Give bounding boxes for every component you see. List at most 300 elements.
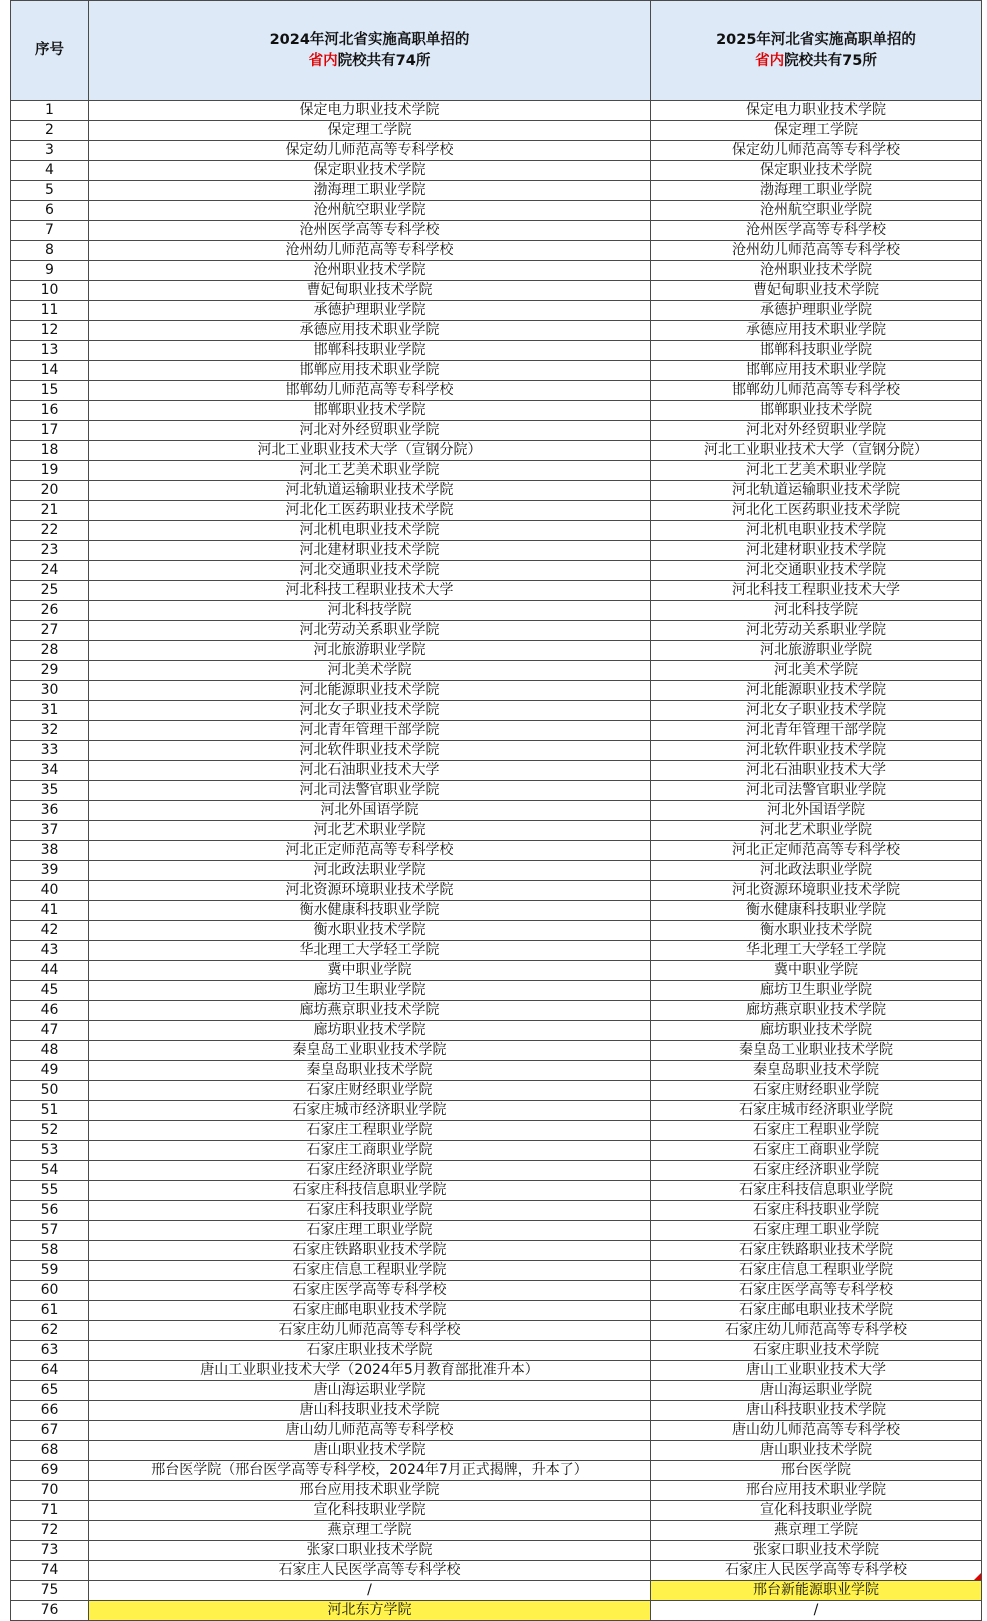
- header-index: 序号: [11, 1, 89, 101]
- table-row: [11, 241, 982, 261]
- school-2024-cell: 廊坊卫生职业学院: [89, 981, 651, 1001]
- school-2024-cell: 承德护理职业学院: [89, 301, 651, 321]
- school-2024-cell: 唐山科技职业技术学院: [89, 1401, 651, 1421]
- table-row: [11, 601, 982, 621]
- school-2025-cell: 衡水职业技术学院: [651, 921, 982, 941]
- table-row: [11, 441, 982, 461]
- row-index-cell: 6: [11, 201, 89, 221]
- table-row: [11, 821, 982, 841]
- table-row: [11, 781, 982, 801]
- row-index-cell: 34: [11, 761, 89, 781]
- table-row: [11, 561, 982, 581]
- school-2024-cell: 石家庄科技信息职业学院: [89, 1181, 651, 1201]
- table-row: [11, 961, 982, 981]
- school-2024-cell: 秦皇岛职业技术学院: [89, 1061, 651, 1081]
- row-index-cell: 54: [11, 1161, 89, 1181]
- row-index-cell: 20: [11, 481, 89, 501]
- school-2024-cell: 承德应用技术职业学院: [89, 321, 651, 341]
- school-2024-cell: 石家庄医学高等专科学校: [89, 1281, 651, 1301]
- table-row: [11, 1601, 982, 1621]
- row-index-cell: 10: [11, 281, 89, 301]
- table-row: [11, 1181, 982, 1201]
- school-2024-cell: 河北科技学院: [89, 601, 651, 621]
- row-index-cell: 28: [11, 641, 89, 661]
- row-index-cell: 43: [11, 941, 89, 961]
- table-row: [11, 1481, 982, 1501]
- row-index-cell: 52: [11, 1121, 89, 1141]
- table-row: [11, 741, 982, 761]
- row-index-cell: 40: [11, 881, 89, 901]
- table-row: [11, 1441, 982, 1461]
- table-row: [11, 521, 982, 541]
- school-2025-cell: 河北软件职业技术学院: [651, 741, 982, 761]
- school-2025-cell: 廊坊卫生职业学院: [651, 981, 982, 1001]
- school-2024-cell: 石家庄城市经济职业学院: [89, 1101, 651, 1121]
- school-2025-cell: 石家庄理工职业学院: [651, 1221, 982, 1241]
- school-2024-cell: 石家庄铁路职业技术学院: [89, 1241, 651, 1261]
- row-index-cell: 2: [11, 121, 89, 141]
- row-index-cell: 12: [11, 321, 89, 341]
- header-2024: [89, 1, 651, 101]
- row-index-cell: 1: [11, 101, 89, 121]
- table-row: [11, 1261, 982, 1281]
- header-2024-line2: [90, 51, 649, 72]
- table-row: [11, 141, 982, 161]
- table-row: [11, 901, 982, 921]
- school-2024-cell: 衡水职业技术学院: [89, 921, 651, 941]
- row-index-cell: 68: [11, 1441, 89, 1461]
- school-2024-cell: 河北交通职业技术学院: [89, 561, 651, 581]
- row-index-cell: 37: [11, 821, 89, 841]
- row-index-cell: 69: [11, 1461, 89, 1481]
- row-index-cell: 73: [11, 1541, 89, 1561]
- school-2024-cell: 唐山幼儿师范高等专科学校: [89, 1421, 651, 1441]
- school-2025-cell: 唐山职业技术学院: [651, 1441, 982, 1461]
- row-index-cell: 62: [11, 1321, 89, 1341]
- row-index-cell: 67: [11, 1421, 89, 1441]
- row-index-cell: 63: [11, 1341, 89, 1361]
- row-index-cell: 64: [11, 1361, 89, 1381]
- table-row: [11, 861, 982, 881]
- school-2024-cell: 沧州航空职业学院: [89, 201, 651, 221]
- row-index-cell: 17: [11, 421, 89, 441]
- row-index-cell: 21: [11, 501, 89, 521]
- school-2025-cell: 石家庄职业技术学院: [651, 1341, 982, 1361]
- table-row: [11, 221, 982, 241]
- table-row: [11, 661, 982, 681]
- row-index-cell: 7: [11, 221, 89, 241]
- school-2025-cell: 河北对外经贸职业学院: [651, 421, 982, 441]
- table-row: [11, 1061, 982, 1081]
- row-index-cell: 27: [11, 621, 89, 641]
- school-2024-cell: 沧州职业技术学院: [89, 261, 651, 281]
- school-2025-cell: 沧州职业技术学院: [651, 261, 982, 281]
- school-table-container: [10, 0, 981, 1621]
- school-2025-cell: 河北化工医药职业技术学院: [651, 501, 982, 521]
- row-index-cell: 38: [11, 841, 89, 861]
- table-row: [11, 1161, 982, 1181]
- row-index-cell: 16: [11, 401, 89, 421]
- school-2025-cell: 保定幼儿师范高等专科学校: [651, 141, 982, 161]
- table-row: [11, 1561, 982, 1581]
- table-row: [11, 1081, 982, 1101]
- table-row: [11, 681, 982, 701]
- row-index-cell: 56: [11, 1201, 89, 1221]
- school-2024-cell: 邯郸职业技术学院: [89, 401, 651, 421]
- row-index-cell: 35: [11, 781, 89, 801]
- school-2024-cell: 河北能源职业技术学院: [89, 681, 651, 701]
- school-2024-cell: 石家庄人民医学高等专科学校: [89, 1561, 651, 1581]
- school-2024-cell: 衡水健康科技职业学院: [89, 901, 651, 921]
- row-index-cell: 24: [11, 561, 89, 581]
- row-index-cell: 22: [11, 521, 89, 541]
- school-2025-cell: 沧州幼儿师范高等专科学校: [651, 241, 982, 261]
- school-2025-cell: 河北司法警官职业学院: [651, 781, 982, 801]
- row-index-cell: 72: [11, 1521, 89, 1541]
- table-row: [11, 721, 982, 741]
- school-2025-cell: 河北劳动关系职业学院: [651, 621, 982, 641]
- school-2025-cell: 河北政法职业学院: [651, 861, 982, 881]
- row-index-cell: 39: [11, 861, 89, 881]
- table-row: [11, 341, 982, 361]
- school-2024-cell: 河北美术学院: [89, 661, 651, 681]
- school-2024-cell: 石家庄工程职业学院: [89, 1121, 651, 1141]
- school-2024-cell: 华北理工大学轻工学院: [89, 941, 651, 961]
- school-2025-cell: 石家庄经济职业学院: [651, 1161, 982, 1181]
- row-index-cell: 19: [11, 461, 89, 481]
- table-row: [11, 461, 982, 481]
- school-2024-cell: 张家口职业技术学院: [89, 1541, 651, 1561]
- table-row: [11, 1401, 982, 1421]
- table-row: [11, 101, 982, 121]
- school-2025-cell: 衡水健康科技职业学院: [651, 901, 982, 921]
- school-2025-cell: 石家庄财经职业学院: [651, 1081, 982, 1101]
- school-2024-cell: 唐山海运职业学院: [89, 1381, 651, 1401]
- row-index-cell: 58: [11, 1241, 89, 1261]
- table-row: [11, 181, 982, 201]
- row-index-cell: 61: [11, 1301, 89, 1321]
- school-2025-cell: 石家庄城市经济职业学院: [651, 1101, 982, 1121]
- school-2025-cell: 廊坊燕京职业技术学院: [651, 1001, 982, 1021]
- school-2025-cell: 保定电力职业技术学院: [651, 101, 982, 121]
- school-2025-cell: 河北青年管理干部学院: [651, 721, 982, 741]
- table-row: [11, 1101, 982, 1121]
- row-index-cell: 5: [11, 181, 89, 201]
- school-2025-cell: 保定理工学院: [651, 121, 982, 141]
- school-2024-cell: 河北软件职业技术学院: [89, 741, 651, 761]
- school-2025-cell: 河北科技工程职业技术大学: [651, 581, 982, 601]
- row-index-cell: 48: [11, 1041, 89, 1061]
- row-index-cell: 65: [11, 1381, 89, 1401]
- school-2024-cell: 河北资源环境职业技术学院: [89, 881, 651, 901]
- school-2024-cell: 石家庄经济职业学院: [89, 1161, 651, 1181]
- school-2025-cell: 河北建材职业技术学院: [651, 541, 982, 561]
- school-2025-cell: 张家口职业技术学院: [651, 1541, 982, 1561]
- school-2025-cell: 石家庄人民医学高等专科学校: [651, 1561, 982, 1581]
- table-header-row: [11, 1, 982, 101]
- table-row: [11, 581, 982, 601]
- table-row: [11, 921, 982, 941]
- table-row: [11, 361, 982, 381]
- school-2025-cell: 唐山海运职业学院: [651, 1381, 982, 1401]
- header-2024-rest: 院校共有74所: [337, 52, 431, 69]
- row-index-cell: 25: [11, 581, 89, 601]
- school-2025-cell: 河北正定师范高等专科学校: [651, 841, 982, 861]
- school-2025-cell: 廊坊职业技术学院: [651, 1021, 982, 1041]
- row-index-cell: 74: [11, 1561, 89, 1581]
- school-2024-cell: 河北工艺美术职业学院: [89, 461, 651, 481]
- table-row: [11, 761, 982, 781]
- table-row: [11, 1041, 982, 1061]
- table-row: [11, 281, 982, 301]
- row-index-cell: 11: [11, 301, 89, 321]
- table-row: [11, 1541, 982, 1561]
- school-2025-cell: 河北工业职业技术大学（宣钢分院）: [651, 441, 982, 461]
- row-index-cell: 30: [11, 681, 89, 701]
- row-index-cell: 4: [11, 161, 89, 181]
- table-row: [11, 301, 982, 321]
- school-2025-cell: 河北女子职业技术学院: [651, 701, 982, 721]
- row-index-cell: 41: [11, 901, 89, 921]
- school-2025-cell: 沧州医学高等专科学校: [651, 221, 982, 241]
- row-index-cell: 36: [11, 801, 89, 821]
- school-2025-cell: 河北能源职业技术学院: [651, 681, 982, 701]
- table-row: [11, 881, 982, 901]
- school-2024-cell: 沧州幼儿师范高等专科学校: [89, 241, 651, 261]
- row-index-cell: 47: [11, 1021, 89, 1041]
- school-2025-cell: 河北轨道运输职业技术学院: [651, 481, 982, 501]
- school-2025-cell: 石家庄工商职业学院: [651, 1141, 982, 1161]
- school-2024-cell: 石家庄邮电职业技术学院: [89, 1301, 651, 1321]
- row-index-cell: 3: [11, 141, 89, 161]
- school-2025-cell: 保定职业技术学院: [651, 161, 982, 181]
- table-row: [11, 1361, 982, 1381]
- row-index-cell: 66: [11, 1401, 89, 1421]
- school-2024-cell: 河北轨道运输职业技术学院: [89, 481, 651, 501]
- school-2024-cell: 河北司法警官职业学院: [89, 781, 651, 801]
- school-2025-cell: 唐山幼儿师范高等专科学校: [651, 1421, 982, 1441]
- school-2025-cell: 邢台新能源职业学院: [651, 1581, 982, 1601]
- table-row: [11, 701, 982, 721]
- school-2024-cell: 邢台应用技术职业学院: [89, 1481, 651, 1501]
- school-2025-cell: 河北石油职业技术大学: [651, 761, 982, 781]
- school-2025-cell: 河北工艺美术职业学院: [651, 461, 982, 481]
- school-2025-cell: 河北艺术职业学院: [651, 821, 982, 841]
- school-2024-cell: 河北工业职业技术大学（宣钢分院）: [89, 441, 651, 461]
- table-row: [11, 641, 982, 661]
- school-2025-cell: 邯郸科技职业学院: [651, 341, 982, 361]
- school-2025-cell: 邢台应用技术职业学院: [651, 1481, 982, 1501]
- row-index-cell: 29: [11, 661, 89, 681]
- school-2024-cell: 河北艺术职业学院: [89, 821, 651, 841]
- school-2025-cell: 邯郸职业技术学院: [651, 401, 982, 421]
- row-index-cell: 14: [11, 361, 89, 381]
- school-2025-cell: 石家庄医学高等专科学校: [651, 1281, 982, 1301]
- school-2024-cell: 唐山职业技术学院: [89, 1441, 651, 1461]
- table-row: [11, 1201, 982, 1221]
- header-2025-red: 省内: [755, 52, 785, 69]
- school-2024-cell: 秦皇岛工业职业技术学院: [89, 1041, 651, 1061]
- table-row: [11, 1501, 982, 1521]
- school-2025-cell: 邢台医学院: [651, 1461, 982, 1481]
- table-row: [11, 321, 982, 341]
- row-index-cell: 15: [11, 381, 89, 401]
- school-2025-cell: 石家庄幼儿师范高等专科学校: [651, 1321, 982, 1341]
- row-index-cell: 75: [11, 1581, 89, 1601]
- school-2025-cell: 秦皇岛职业技术学院: [651, 1061, 982, 1081]
- school-2024-cell: 石家庄工商职业学院: [89, 1141, 651, 1161]
- school-2025-cell: 冀中职业学院: [651, 961, 982, 981]
- row-index-cell: 70: [11, 1481, 89, 1501]
- header-2024-line1: 2024年河北省实施高职单招的: [269, 31, 470, 48]
- table-row: [11, 621, 982, 641]
- table-row: [11, 501, 982, 521]
- school-2024-cell: 石家庄科技职业学院: [89, 1201, 651, 1221]
- row-index-cell: 32: [11, 721, 89, 741]
- header-2025: [651, 1, 982, 101]
- row-index-cell: 71: [11, 1501, 89, 1521]
- row-index-cell: 60: [11, 1281, 89, 1301]
- school-2025-cell: 石家庄工程职业学院: [651, 1121, 982, 1141]
- school-2025-cell: 河北旅游职业学院: [651, 641, 982, 661]
- row-index-cell: 49: [11, 1061, 89, 1081]
- table-row: [11, 941, 982, 961]
- school-2025-cell: 石家庄邮电职业技术学院: [651, 1301, 982, 1321]
- school-2025-cell: 曹妃甸职业技术学院: [651, 281, 982, 301]
- table-row: [11, 1301, 982, 1321]
- school-2025-cell: 河北外国语学院: [651, 801, 982, 821]
- table-row: [11, 161, 982, 181]
- table-row: [11, 1461, 982, 1481]
- school-2025-cell: 河北交通职业技术学院: [651, 561, 982, 581]
- row-index-cell: 42: [11, 921, 89, 941]
- school-2024-cell: 河北外国语学院: [89, 801, 651, 821]
- table-row: [11, 1381, 982, 1401]
- table-row: [11, 1421, 982, 1441]
- row-index-cell: 31: [11, 701, 89, 721]
- table-row: [11, 421, 982, 441]
- school-comparison-table: [10, 0, 982, 1621]
- school-2024-cell: 河北女子职业技术学院: [89, 701, 651, 721]
- school-2025-cell: 河北机电职业技术学院: [651, 521, 982, 541]
- school-2025-cell: 华北理工大学轻工学院: [651, 941, 982, 961]
- school-2025-cell: 河北科技学院: [651, 601, 982, 621]
- table-row: [11, 1001, 982, 1021]
- school-2025-cell: 唐山科技职业技术学院: [651, 1401, 982, 1421]
- school-2025-cell: 石家庄信息工程职业学院: [651, 1261, 982, 1281]
- school-2024-cell: 保定理工学院: [89, 121, 651, 141]
- school-2024-cell: 保定幼儿师范高等专科学校: [89, 141, 651, 161]
- row-index-cell: 8: [11, 241, 89, 261]
- table-row: [11, 1521, 982, 1541]
- school-2025-cell: 河北美术学院: [651, 661, 982, 681]
- school-2024-cell: 石家庄职业技术学院: [89, 1341, 651, 1361]
- school-2025-cell: /: [651, 1601, 982, 1621]
- school-2024-cell: 邢台医学院（邢台医学高等专科学校，2024年7月正式揭牌，升本了）: [89, 1461, 651, 1481]
- table-row: [11, 201, 982, 221]
- table-row: [11, 481, 982, 501]
- school-2024-cell: 河北石油职业技术大学: [89, 761, 651, 781]
- school-2025-cell: 承德应用技术职业学院: [651, 321, 982, 341]
- table-row: [11, 1321, 982, 1341]
- school-2024-cell: 廊坊职业技术学院: [89, 1021, 651, 1041]
- school-2024-cell: 邯郸应用技术职业学院: [89, 361, 651, 381]
- row-index-cell: 46: [11, 1001, 89, 1021]
- table-row: [11, 381, 982, 401]
- header-2025-line2: [652, 51, 980, 72]
- table-row: [11, 1581, 982, 1601]
- school-2024-cell: 廊坊燕京职业技术学院: [89, 1001, 651, 1021]
- school-2025-cell: 宣化科技职业学院: [651, 1501, 982, 1521]
- table-row: [11, 981, 982, 1001]
- school-2024-cell: 河北青年管理干部学院: [89, 721, 651, 741]
- school-2025-cell: 渤海理工职业学院: [651, 181, 982, 201]
- school-2024-cell: 邯郸幼儿师范高等专科学校: [89, 381, 651, 401]
- school-2025-cell: 秦皇岛工业职业技术学院: [651, 1041, 982, 1061]
- school-2024-cell: 河北政法职业学院: [89, 861, 651, 881]
- row-index-cell: 55: [11, 1181, 89, 1201]
- school-2024-cell: 渤海理工职业学院: [89, 181, 651, 201]
- school-2024-cell: 曹妃甸职业技术学院: [89, 281, 651, 301]
- school-2024-cell: 保定电力职业技术学院: [89, 101, 651, 121]
- school-2025-cell: 唐山工业职业技术大学: [651, 1361, 982, 1381]
- row-index-cell: 59: [11, 1261, 89, 1281]
- table-row: [11, 841, 982, 861]
- school-2025-cell: 石家庄科技职业学院: [651, 1201, 982, 1221]
- school-2024-cell: 唐山工业职业技术大学（2024年5月教育部批准升本）: [89, 1361, 651, 1381]
- table-row: [11, 1121, 982, 1141]
- school-2024-cell: 河北正定师范高等专科学校: [89, 841, 651, 861]
- school-2025-cell: 邯郸幼儿师范高等专科学校: [651, 381, 982, 401]
- school-2024-cell: 石家庄幼儿师范高等专科学校: [89, 1321, 651, 1341]
- school-2024-cell: 邯郸科技职业学院: [89, 341, 651, 361]
- table-row: [11, 1021, 982, 1041]
- row-index-cell: 50: [11, 1081, 89, 1101]
- school-2024-cell: 石家庄信息工程职业学院: [89, 1261, 651, 1281]
- row-index-cell: 51: [11, 1101, 89, 1121]
- row-index-cell: 13: [11, 341, 89, 361]
- row-index-cell: 44: [11, 961, 89, 981]
- school-2025-cell: 燕京理工学院: [651, 1521, 982, 1541]
- table-row: [11, 1341, 982, 1361]
- school-2024-cell: 石家庄财经职业学院: [89, 1081, 651, 1101]
- school-2024-cell: 河北东方学院: [89, 1601, 651, 1621]
- school-2024-cell: 河北机电职业技术学院: [89, 521, 651, 541]
- table-row: [11, 801, 982, 821]
- table-row: [11, 1241, 982, 1261]
- school-2025-cell: 承德护理职业学院: [651, 301, 982, 321]
- row-index-cell: 45: [11, 981, 89, 1001]
- table-row: [11, 541, 982, 561]
- row-index-cell: 9: [11, 261, 89, 281]
- row-index-cell: 33: [11, 741, 89, 761]
- table-row: [11, 121, 982, 141]
- row-index-cell: 53: [11, 1141, 89, 1161]
- school-2024-cell: 燕京理工学院: [89, 1521, 651, 1541]
- school-2024-cell: 河北旅游职业学院: [89, 641, 651, 661]
- table-body: [11, 101, 982, 1621]
- school-2024-cell: 石家庄理工职业学院: [89, 1221, 651, 1241]
- row-index-cell: 23: [11, 541, 89, 561]
- row-index-cell: 26: [11, 601, 89, 621]
- school-2024-cell: 河北科技工程职业技术大学: [89, 581, 651, 601]
- school-2025-cell: 石家庄科技信息职业学院: [651, 1181, 982, 1201]
- school-2024-cell: 河北化工医药职业技术学院: [89, 501, 651, 521]
- school-2025-cell: 石家庄铁路职业技术学院: [651, 1241, 982, 1261]
- table-row: [11, 1221, 982, 1241]
- school-2024-cell: 宣化科技职业学院: [89, 1501, 651, 1521]
- table-row: [11, 1141, 982, 1161]
